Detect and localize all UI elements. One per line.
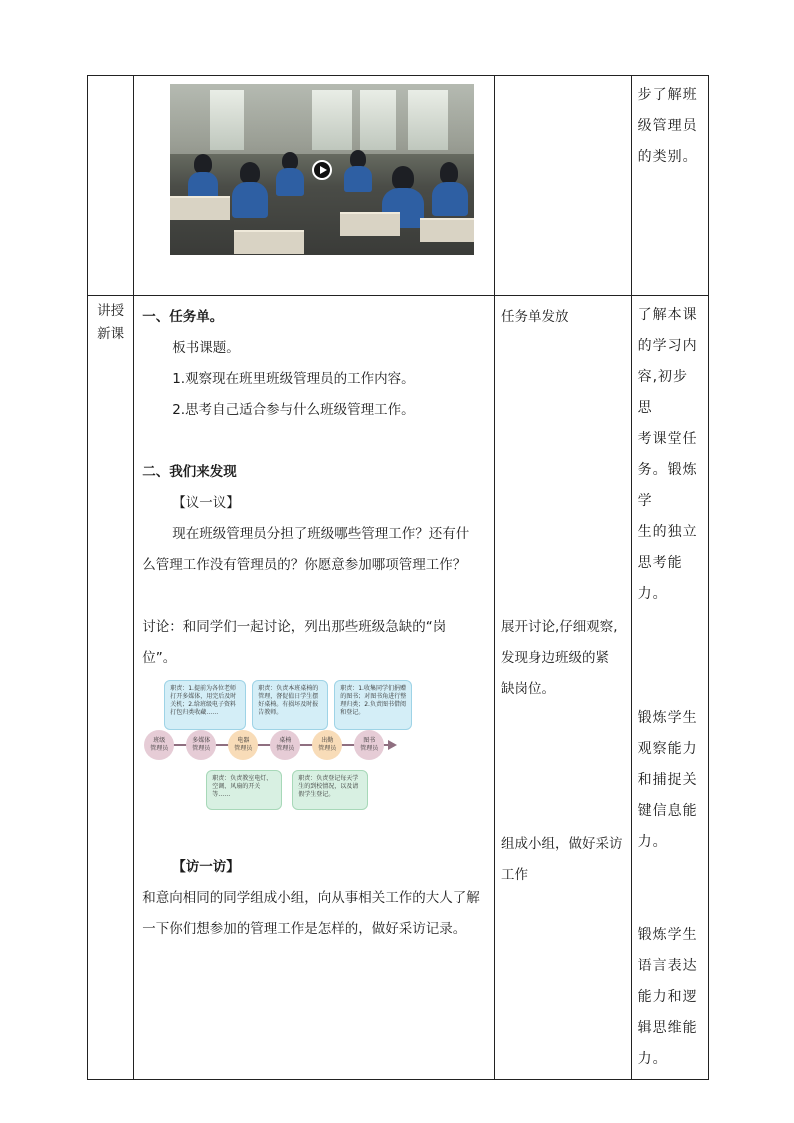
text-line: 一下你们想参加的管理工作是怎样的，做好采访记录。 (142, 921, 467, 937)
lesson-table (87, 75, 709, 1080)
activity-text: 缺岗位。 (500, 681, 555, 697)
text-line: 板书课题。 (172, 340, 240, 356)
purpose-line: 容,初步思 (637, 369, 689, 416)
purpose-line: 级管理员 (637, 118, 698, 134)
duty-note: 职责：负责登记每天学生的到校情况，以及请假学生登记。 (292, 770, 368, 810)
purpose-line: 能力和逻 (637, 989, 698, 1005)
purpose-line: 锻炼学生 (637, 710, 698, 726)
purpose-line: 辑思维能 (637, 1020, 698, 1036)
stage-cell (88, 296, 134, 1080)
purpose-cell (631, 76, 708, 296)
classroom-video[interactable] (170, 84, 474, 255)
duty-note: 职责：1.收集同学们捐赠的图书；对图书角进行整理归类；2.负责图书借阅和登记。 (334, 680, 412, 730)
purpose-line: 键信息能 (637, 803, 698, 819)
purpose-line: 语言表达 (637, 958, 698, 974)
subsection-title: 【访一访】 (172, 859, 240, 875)
content-cell (134, 296, 495, 1080)
text-line: 位”。 (142, 650, 177, 666)
section-heading: 二、我们来发现 (142, 464, 237, 480)
duty-note: 职责：负责本班桌椅的管理，督促值日学生摆好桌椅。有损坏及时报告教师。 (252, 680, 328, 730)
purpose-line: 生的独立 (637, 524, 698, 540)
text-line: 2.思考自己适合参与什么班级管理工作。 (172, 402, 415, 418)
purpose-line: 力。 (637, 834, 668, 850)
video-cell (134, 76, 495, 296)
purpose-line: 的学习内 (637, 338, 698, 354)
purpose-line: 和捕捉关 (637, 772, 698, 788)
node-library-manager: 图书 管理员 (354, 730, 384, 760)
stage-cell-empty (88, 76, 134, 296)
activity-text: 展开讨论,仔细观察, (500, 619, 618, 635)
manager-flow-diagram (142, 678, 407, 818)
purpose-line: 考课堂任 (637, 431, 698, 447)
text-line: 讨论：和同学们一起讨论，列出那些班级急缺的“岗 (142, 619, 447, 635)
purpose-line: 的类别。 (637, 149, 698, 165)
text-line: 1.观察现在班里班级管理员的工作内容。 (172, 371, 415, 387)
section-heading: 一、任务单。 (142, 309, 224, 325)
purpose-line: 思考能力。 (637, 555, 683, 602)
text-line: 现在班级管理员分担了班级哪些管理工作？还有什 (172, 526, 470, 542)
purpose-line: 了解本课 (637, 307, 698, 323)
activity-text: 工作 (500, 867, 528, 883)
purpose-line: 步了解班 (637, 87, 698, 103)
duty-note: 职责：1.提前为各位老师打开多媒体，用完后及时关机；2.给班级电子资料打包归类收藏…… (164, 680, 246, 730)
purpose-line: 务。锻炼学 (637, 462, 698, 509)
purpose-line: 锻炼学生 (637, 927, 698, 943)
table-row (88, 296, 709, 1080)
duty-note: 职责：负责教室电灯、空调、风扇的开关等…… (206, 770, 282, 810)
stage-label: 新课 (97, 326, 125, 342)
text-line: 么管理工作没有管理员的？你愿意参加哪项管理工作？ (142, 557, 467, 573)
node-class-manager: 班级 管理员 (144, 730, 174, 760)
purpose-line: 观察能力 (637, 741, 698, 757)
arrow-right-icon (388, 740, 397, 750)
node-multimedia-manager: 多媒体 管理员 (186, 730, 216, 760)
node-attendance-manager: 出勤 管理员 (312, 730, 342, 760)
activity-text: 任务单发放 (500, 309, 569, 325)
text-line: 和意向相同的同学组成小组，向从事相关工作的大人了解 (142, 890, 480, 906)
activity-cell (494, 296, 631, 1080)
purpose-cell (631, 296, 708, 1080)
stage-label: 讲授 (97, 303, 125, 319)
activity-cell-empty (494, 76, 631, 296)
activity-text: 发现身边班级的紧 (500, 650, 609, 666)
purpose-line: 力。 (637, 1051, 668, 1067)
node-appliance-manager: 电器 管理员 (228, 730, 258, 760)
activity-text: 组成小组，做好采访 (500, 836, 623, 852)
table-row (88, 76, 709, 296)
play-icon[interactable] (312, 160, 332, 180)
subsection-title: 【议一议】 (172, 495, 240, 511)
node-desk-manager: 桌椅 管理员 (270, 730, 300, 760)
